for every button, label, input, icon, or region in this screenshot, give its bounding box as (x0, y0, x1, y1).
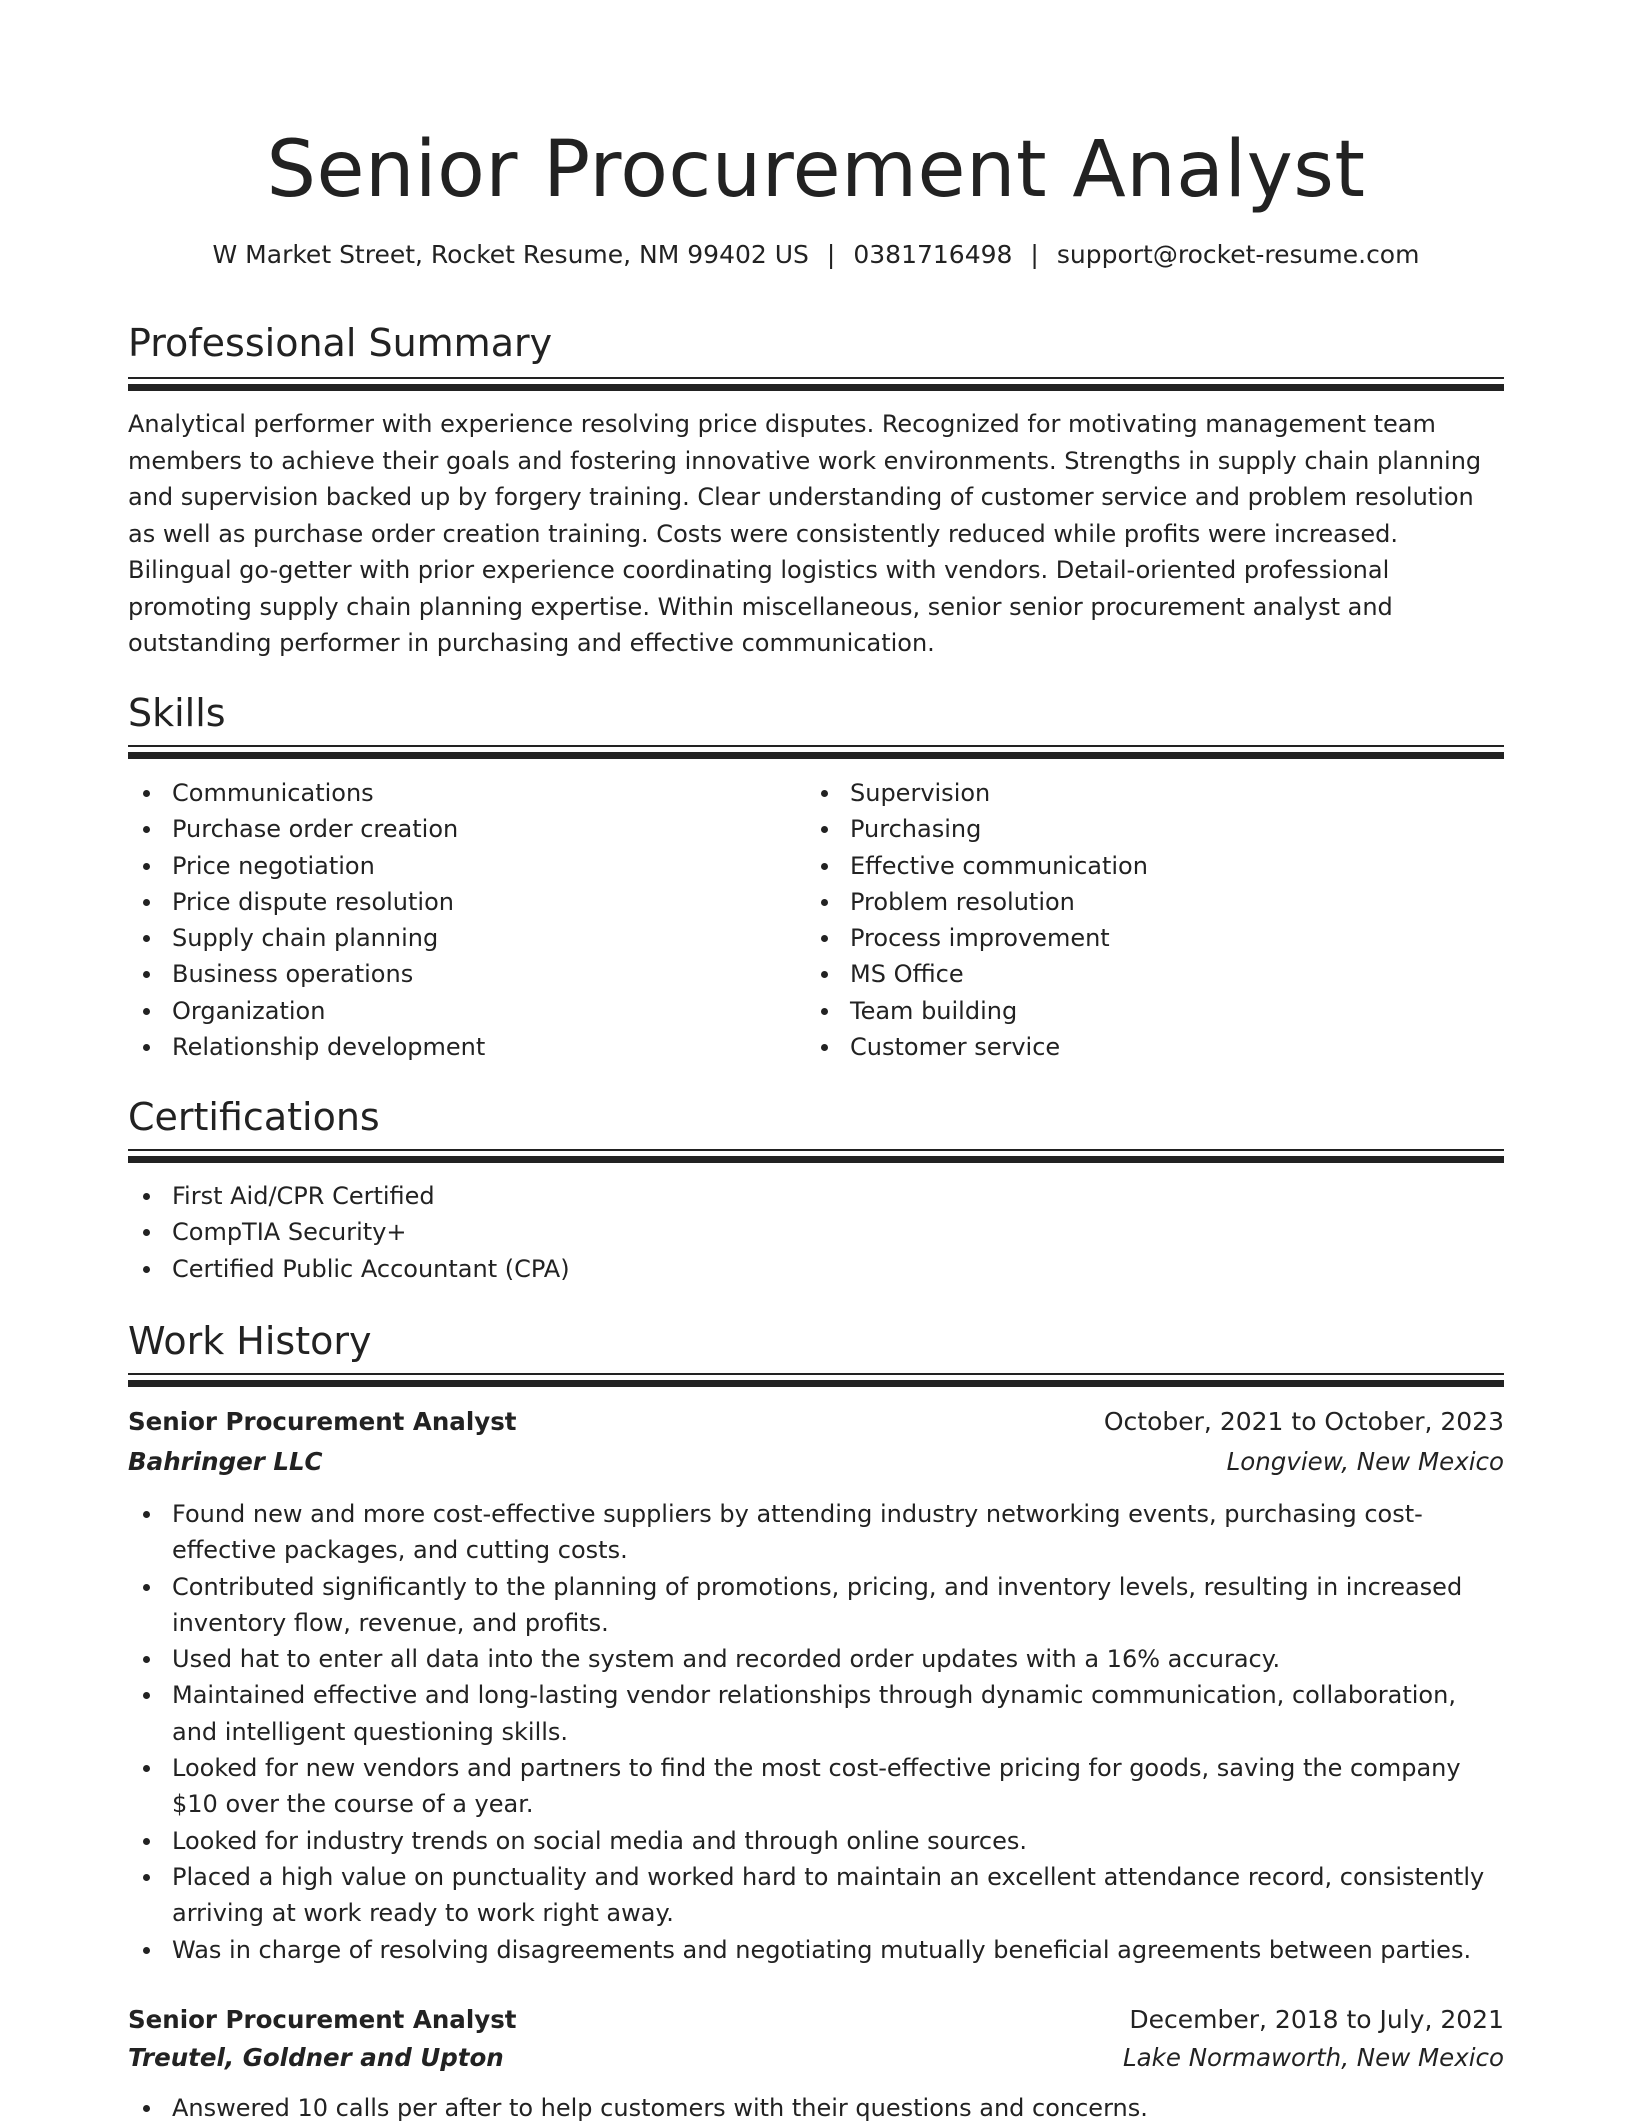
list-item: CompTIA Security+ (128, 1214, 1504, 1250)
section-rule (128, 1156, 1504, 1163)
section-rule (128, 377, 1504, 379)
list-item: Found new and more cost-effective suppliers by attending industry networking events, purchasing cost-effective packages, and cutting costs. (128, 1496, 1504, 1569)
list-item: Certified Public Accountant (CPA) (128, 1251, 1504, 1287)
job-location: Lake Normaworth, New Mexico (1123, 2043, 1504, 2072)
section-rule (128, 1149, 1504, 1151)
list-item: Purchasing (806, 811, 1496, 847)
list-item: Answered 10 calls per after to help customers with their questions and concerns. (128, 2090, 1504, 2126)
job-header-row (128, 2002, 1504, 2038)
section-rule (128, 1373, 1504, 1375)
contact-separator: | (826, 240, 836, 269)
job-location: Longview, New Mexico (1226, 1447, 1504, 1476)
job-title: Senior Procurement Analyst (128, 1407, 517, 1436)
section-rule (128, 752, 1504, 759)
list-item: Price dispute resolution (128, 884, 798, 920)
list-item: Communications (128, 775, 798, 811)
job-dates: December, 2018 to July, 2021 (1129, 2005, 1504, 2034)
list-item: Customer service (806, 1029, 1496, 1065)
skills-list-left (128, 775, 798, 1065)
job-title: Senior Procurement Analyst (128, 2005, 517, 2034)
resume-title: Senior Procurement Analyst (266, 125, 1366, 215)
summary-text: Analytical performer with experience resolving price disputes. Recognized for motivating management team members to achieve their goals and fostering innovative work environments. Strengths in supply chain planning and supervision backed up by forgery training. Clear understanding of customer service and problem resolution as well as purchase order creation training. Costs were consistently reduced while profits were increased. Bilingual go-getter with prior experience coordinating logistics with vendors. Detail-oriented professional promoting supply chain planning expertise. Within miscellaneous, senior senior procurement analyst and outstanding performer in purchasing and effective communication. (128, 410, 1482, 657)
job-bullets (128, 2090, 1504, 2126)
skills-list-right (806, 775, 1496, 1065)
list-item: Organization (128, 993, 798, 1029)
list-item: Supervision (806, 775, 1496, 811)
job-header-row (128, 1404, 1504, 1440)
list-item: Process improvement (806, 920, 1496, 956)
list-item: Maintained effective and long-lasting vendor relationships through dynamic communication, collaboration, and intelligent questioning skills. (128, 1677, 1504, 1750)
job-company: Bahringer LLC (128, 1447, 323, 1476)
contact-line (128, 238, 1504, 272)
list-item: First Aid/CPR Certified (128, 1178, 1504, 1214)
job-company-row (128, 1444, 1504, 1480)
email-link[interactable]: support@rocket-resume.com (1056, 240, 1420, 269)
section-rule (128, 384, 1504, 391)
list-item: Relationship development (128, 1029, 798, 1065)
job-bullets (128, 1496, 1504, 1968)
list-item: Team building (806, 993, 1496, 1029)
section-heading-skills: Skills (128, 691, 226, 735)
address-text: W Market Street, Rocket Resume, NM 99402 US (212, 240, 809, 269)
job-company-row (128, 2040, 1504, 2076)
list-item: Looked for industry trends on social media and through online sources. (128, 1823, 1504, 1859)
section-heading-summary: Professional Summary (128, 321, 553, 365)
certifications-list (128, 1178, 1504, 1287)
list-item: Purchase order creation (128, 811, 798, 847)
list-item: Placed a high value on punctuality and worked hard to maintain an excellent attendance record, consistently arriving at work ready to work right away. (128, 1859, 1504, 1932)
list-item: Used hat to enter all data into the system and recorded order updates with a 16% accuracy. (128, 1641, 1504, 1677)
section-rule (128, 745, 1504, 747)
contact-separator: | (1030, 240, 1039, 269)
list-item: Problem resolution (806, 884, 1496, 920)
list-item: MS Office (806, 956, 1496, 992)
list-item: Contributed significantly to the planning of promotions, pricing, and inventory levels, resulting in increased inventory flow, revenue, and profits. (128, 1569, 1504, 1642)
section-heading-certifications: Certifications (128, 1095, 380, 1139)
section-rule (128, 1380, 1504, 1387)
list-item: Looked for new vendors and partners to find the most cost-effective pricing for goods, saving the company $10 over the course of a year. (128, 1750, 1504, 1823)
section-heading-work-history: Work History (128, 1319, 372, 1363)
job-company: Treutel, Goldner and Upton (128, 2043, 504, 2072)
list-item: Business operations (128, 956, 798, 992)
list-item: Was in charge of resolving disagreements and negotiating mutually beneficial agreements between parties. (128, 1932, 1504, 1968)
job-dates: October, 2021 to October, 2023 (1103, 1407, 1504, 1436)
phone-text: 0381716498 (853, 240, 1013, 269)
list-item: Supply chain planning (128, 920, 798, 956)
list-item: Effective communication (806, 848, 1496, 884)
list-item: Price negotiation (128, 848, 798, 884)
